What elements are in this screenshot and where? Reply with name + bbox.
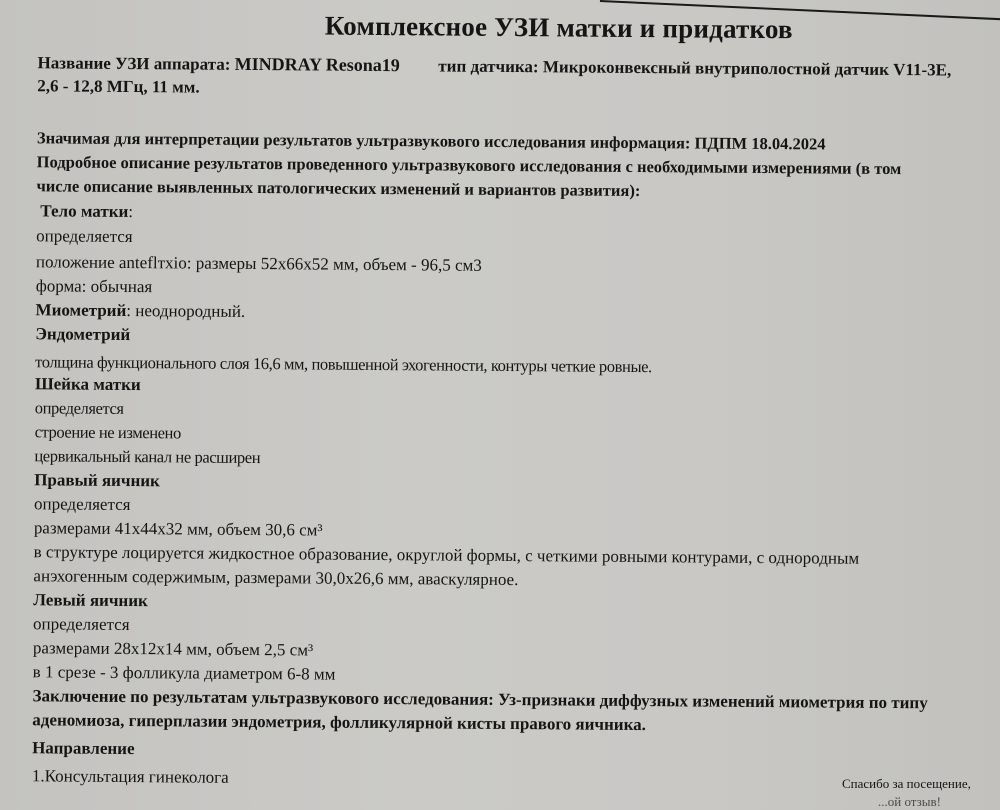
device-info [37,52,951,80]
probe-label: тип датчика: [438,56,539,77]
endometrium-heading: Эндометрий [35,324,131,345]
right-ovary-line: определяется [33,494,131,515]
uterus-body-line: положение anteflтxio: размеры 52х66х52 мм, объем - 96,5 см3 [35,252,482,275]
cervix-line: строение не изменено [34,422,181,443]
myometrium-label: Миометрий [35,300,127,321]
left-ovary-line: определяется [33,614,130,635]
referral-item: 1.Консультация гинеколога [31,766,229,787]
myometrium-value: : неоднородный. [126,301,246,321]
conclusion-line-2: аденомиоза, гиперплазии эндометрия, фолликулярной кисты правого яичника. [32,710,646,735]
right-ovary-line: размерами 41х44х32 мм, объем 30,6 см³ [33,518,323,540]
probe-range: 2,6 - 12,8 МГц, 11 мм. [37,76,200,97]
uterus-body-heading: Тело матки: [40,201,134,222]
info-line-2: Подробное описание результатов проведенного ультразвукового исследования с необходимыми измерениями (в том [36,152,902,179]
device-name-value: MINDRAY Resona19 [234,53,400,76]
left-ovary-line: в 1 срезе - 3 фолликула диаметром 6-8 мм [32,662,336,684]
left-ovary-line: размерами 28х12х14 мм, объем 2,5 см³ [32,638,314,660]
probe-value: Микроконвексный внутриполостной датчик V11-3E, [542,57,952,80]
cervix-line: определяется [34,398,124,418]
conclusion-line-1: Заключение по результатам ультразвукового исследования: Уз-признаки диффузных изменений миометрия по типу [32,686,928,713]
info-line-3: числе описание выявленных патологических изменений и вариантов развития): [36,176,641,201]
right-ovary-line: анэхогенным содержимым, размерами 30,0х26,6 мм, аваскулярное. [33,566,519,590]
right-ovary-line: в структуре лоцируется жидкостное образование, округлой формы, с четкими ровными контурами, с однородным [33,542,860,568]
info-line-1: Значимая для интерпретации результатов ультразвукового исследования информация: ПДПМ 18.04.2024 [36,128,826,154]
referral-heading: Направление [32,738,135,759]
footer-thanks-cut: ...ой отзыв! [878,794,941,809]
report-title: Комплексное УЗИ матки и придатков [324,10,793,45]
cervix-heading: Шейка матки [34,374,141,395]
footer-thanks: Спасибо за посещение, [842,776,971,791]
device-name-label: Название УЗИ аппарата: [37,53,231,74]
endometrium-line: толщина функционального слоя 16,6 мм, повышенной эхогенности, контуры четкие ровные. [35,352,652,377]
cervix-line: цервикальный канал не расширен [34,446,261,468]
uterus-body-line: форма: обычная [35,276,153,297]
myometrium-line [35,300,245,322]
right-ovary-heading: Правый яичник [34,470,160,491]
uterus-body-line: определяется [36,226,133,247]
left-ovary-heading: Левый яичник [33,590,148,611]
